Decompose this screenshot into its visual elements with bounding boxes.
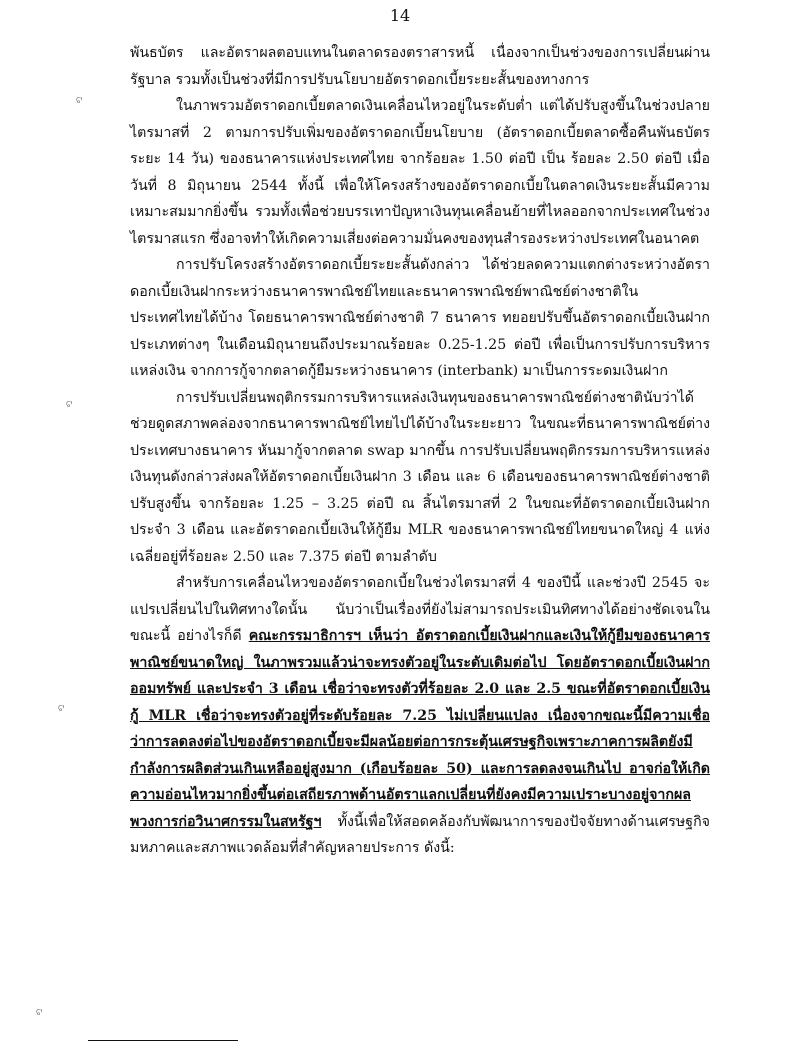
outlook-conclusion: ทั้งนี้เพื่อให้สอดคล้องกับพัฒนาการของปัจจัยทางด้านเศรษฐกิจมหภาคและสภาพแวดล้อมที่สำคัญหลายประการ ดังนี้: (130, 813, 710, 856)
paragraph-rate-structure: การปรับโครงสร้างอัตราดอกเบี้ยระยะสั้นดังกล่าว ได้ช่วยลดความแตกต่างระหว่างอัตราดอกเบี้ยเงินฝากระหว่างธนาคารพาณิชย์ไทยและธนาคารพาณิชย์พาณิชย์ต่างชาติในประเทศไทยได้บ้าง โดยธนาคารพาณิชย์ต่างชาติ 7 ธนาคาร ทยอยปรับขึ้นอัตราดอกเบี้ยเงินฝากประเภทต่างๆ ในเดือนมิถุนายนถึงประมาณร้อยละ 0.25-1.25 ต่อปี เพื่อเป็นการปรับการบริหารแหล่งเงิน จากการกู้จากตลาดกู้ยืมระหว่างธนาคาร (interbank) มาเป็นการระดมเงินฝาก (130, 257, 710, 379)
margin-speck: ଟ (76, 96, 83, 106)
outlook-intro: สำหรับการเคลื่อนไหวของอัตราดอกเบี้ยในช่วงไตรมาสที่ 4 ของปีนี้ และช่วงปี 2545 จะแปรเปลี่ยนไปในทิศทางใดนั้น นับว่าเป็นเรื่องที่ยังไม่สามารถประเมินทิศทางได้อย่างชัดเจนในขณะนี้ อย่างไรก็ดี (130, 575, 710, 644)
document-body (130, 40, 710, 862)
paragraph-money-market: ในภาพรวมอัตราดอกเบี้ยตลาดเงินเคลื่อนไหวอยู่ในระดับต่ำ แต่ได้ปรับสูงขึ้นในช่วงปลายไตรมาสที่ 2 ตามการปรับเพิ่มของอัตราดอกเบี้ยนโยบาย (อัตราดอกเบี้ยตลาดซื้อคืนพันธบัตรระยะ 14 วัน) ของธนาคารแห่งประเทศไทย จากร้อยละ 1.50 ต่อปี เป็น ร้อยละ 2.50 ต่อปี เมื่อ วันที่ 8 มิถุนายน 2544 ทั้งนี้ เพื่อให้โครงสร้างของอัตราดอกเบี้ยในตลาดเงินระยะสั้นมีความเหมาะสมมากยิ่งขึ้น รวมทั้งเพื่อช่วยบรรเทาปัญหาเงินทุนเคลื่อนย้ายที่ไหลออกจากประเทศในช่วงไตรมาสแรก ซึ่งอาจทำให้เกิดความเสี่ยงต่อความมั่นคงของทุนสำรองระหว่างประเทศในอนาคต (130, 98, 710, 247)
paragraph-continued: พันธบัตร และอัตราผลตอบแทนในตลาดรองตราสารหนี้ เนื่องจากเป็นช่วงของการเปลี่ยนผ่านรัฐบาล รวมทั้งเป็นช่วงที่มีการปรับนโยบายอัตราดอกเบี้ยระยะสั้นของทางการ (130, 45, 710, 88)
margin-speck: ଟ (36, 1008, 43, 1018)
page-number: 14 (389, 6, 411, 25)
margin-speck: ଟ (58, 704, 65, 714)
paragraph-outlook (130, 570, 710, 862)
committee-view-emphasis: คณะกรรมาธิการฯ เห็นว่า อัตราดอกเบี้ยเงินฝากและเงินให้กู้ยืมของธนาคารพาณิชย์ขนาดใหญ่ ในภาพรวมแล้วน่าจะทรงตัวอยู่ในระดับเดิมต่อไป โดยอัตราดอกเบี้ยเงินฝากออมทรัพย์ และประจำ 3 เดือน เชื่อว่าจะทรงตัวที่ร้อยละ 2.0 และ 2.5 ขณะที่อัตราดอกเบี้ยเงินกู้ MLR เชื่อว่าจะทรงตัวอยู่ที่ระดับร้อยละ 7.25 ไม่เปลี่ยนแปลง เนื่องจากขณะนี้มีความเชื่อว่าการลดลงต่อไปของอัตราดอกเบี้ยจะมีผลน้อยต่อการกระตุ้นเศรษฐกิจเพราะภาคการผลิตยังมีกำลังการผลิตส่วนเกินเหลืออยู่สูงมาก (เกือบร้อยละ 50) และการลดลงจนเกินไป อาจก่อให้เกิดความอ่อนไหวมากยิ่งขึ้นต่อเสถียรภาพด้านอัตราแลกเปลี่ยนที่ยังคงมีความเปราะบางอยู่จากผลพวงการก่อวินาศกรรมในสหรัฐฯ (130, 628, 710, 830)
paragraph-funding-behavior: การปรับเปลี่ยนพฤติกรรมการบริหารแหล่งเงินทุนของธนาคารพาณิชย์ต่างชาตินับว่าได้ช่วยดูดสภาพคล่องจากธนาคารพาณิชย์ไทยไปได้บ้างในระยะยาว ในขณะที่ธนาคารพาณิชย์ต่างประเทศบางธนาคาร หันมากู้จากตลาด swap มากขึ้น การปรับเปลี่ยนพฤติกรรมการบริหารแหล่งเงินทุนดังกล่าวส่งผลให้อัตราดอกเบี้ยเงินฝาก 3 เดือน และ 6 เดือนของธนาคารพาณิชย์ต่างชาติปรับสูงขึ้น จากร้อยละ 1.25 – 3.25 ต่อปี ณ สิ้นไตรมาสที่ 2 ในขณะที่อัตราดอกเบี้ยเงินฝากประจำ 3 เดือน และอัตราดอกเบี้ยเงินให้กู้ยืม MLR ของธนาคารพาณิชย์ไทยขนาดใหญ่ 4 แห่ง เฉลี่ยอยู่ที่ร้อยละ 2.50 และ 7.375 ต่อปี ตามลำดับ (130, 389, 710, 565)
footnote-rule (88, 1040, 238, 1041)
margin-speck: ଟ (66, 400, 73, 410)
